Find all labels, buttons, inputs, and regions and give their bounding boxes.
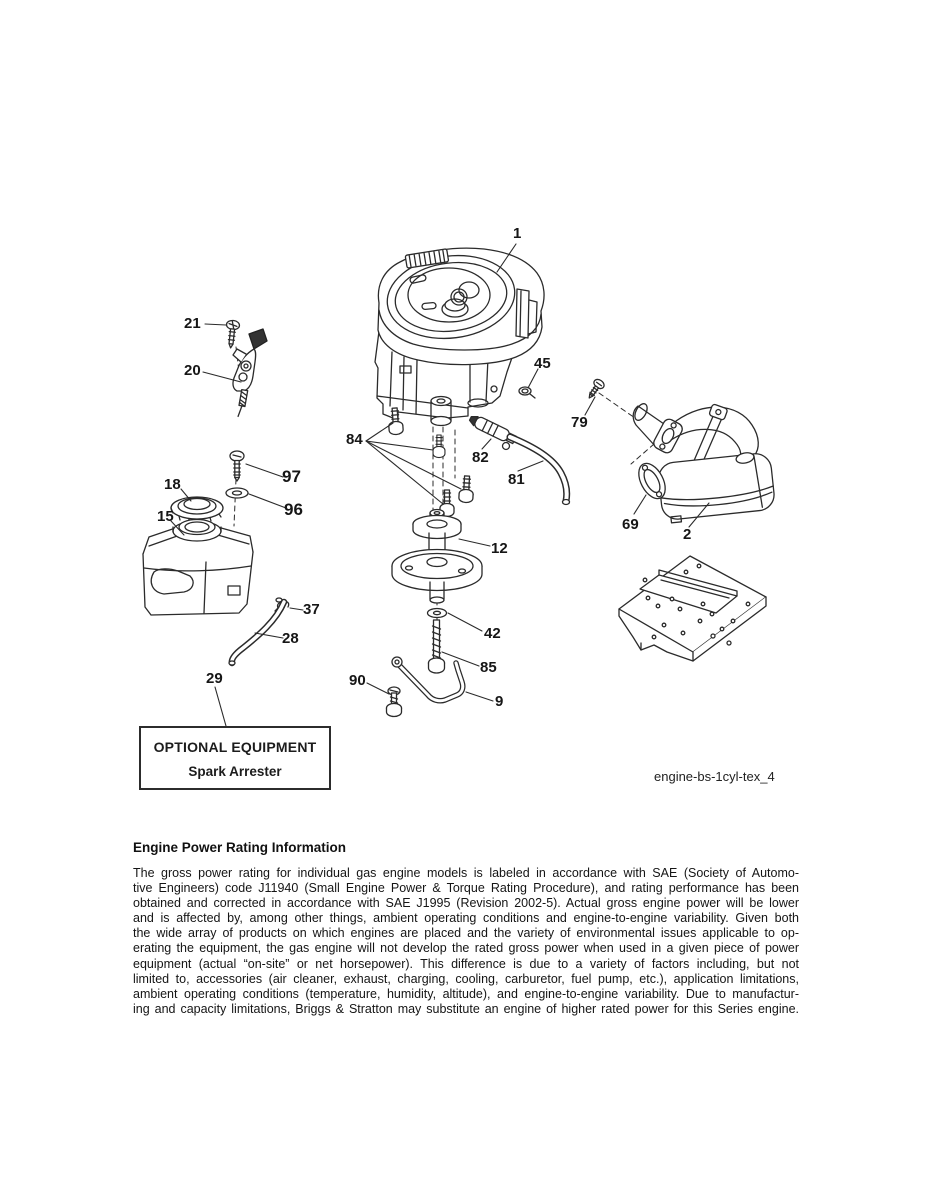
- body-line: tive Engineers) code J11940 (Small Engine Power & Torque Rating Procedure), and rating performance has been: [133, 881, 799, 896]
- callout-97: 97: [282, 467, 301, 486]
- body-line: equipment (actual “on-site” or net horsepower). This difference is due to a variety of factors including, but not: [133, 956, 799, 971]
- callout-79: 79: [571, 414, 588, 431]
- figure-caption: engine-bs-1cyl-tex_4: [654, 769, 775, 784]
- callout-85: 85: [480, 659, 497, 676]
- screw-21-drawing: [224, 320, 240, 349]
- power-rating-section: [133, 840, 799, 1017]
- body-line: The gross power rating for individual gas engine models is labeled in accordance with SAE (Society of Automo-: [133, 866, 799, 880]
- callout-96: 96: [284, 500, 303, 519]
- callout-28: 28: [282, 630, 299, 647]
- guard-rod-drawing: [392, 657, 463, 701]
- optional-equipment-box: [139, 726, 331, 790]
- tank-washer-drawing: [226, 488, 248, 498]
- tank-screw-drawing: [230, 451, 244, 481]
- optional-equipment-title: OPTIONAL EQUIPMENT: [153, 739, 317, 755]
- bolt-85-drawing: [429, 620, 445, 673]
- muffler-drawing: [632, 402, 776, 524]
- screw-90-drawing: [387, 687, 402, 717]
- callout-45: 45: [534, 355, 551, 372]
- section-body: [133, 866, 799, 1017]
- callout-21: 21: [184, 315, 201, 332]
- callout-2: 2: [683, 526, 692, 543]
- engine-housing-drawing: [378, 248, 544, 364]
- callout-84: 84: [346, 431, 363, 448]
- callout-20: 20: [184, 362, 201, 379]
- callout-82: 82: [472, 449, 489, 466]
- callout-37: 37: [303, 601, 320, 618]
- throttle-bracket-drawing: [224, 320, 267, 417]
- callout-1: 1: [513, 225, 522, 242]
- fuel-tank-drawing: [143, 520, 253, 616]
- pulley-drawing: [392, 510, 482, 604]
- body-line: and is affected by, among other things, ambient operating conditions and engine-to-engine variability. Given both: [133, 911, 799, 926]
- spring-drawing: [237, 390, 248, 418]
- filter-clip-drawing: [503, 443, 510, 450]
- washer-42-drawing: [428, 609, 447, 618]
- callout-69: 69: [622, 516, 639, 533]
- callout-9: 9: [495, 693, 504, 710]
- fuel-cap-drawing: [171, 497, 223, 523]
- body-line: limited to, accessories (air cleaner, exhaust, charging, cooling, carburetor, fuel pump, etc.), application limitations,: [133, 971, 799, 986]
- callout-15: 15: [157, 508, 174, 525]
- callout-29: 29: [206, 670, 223, 687]
- body-line: ambient operating conditions (temperature, humidity, altitude), and engine-to-engine variability. Due to manufactur-: [133, 986, 799, 1001]
- callout-90: 90: [349, 672, 366, 689]
- spark-arrester-label: Spark Arrester: [188, 764, 282, 779]
- body-line: obtained and corrected in accordance with SAE J1995 (Revision 2002-5). Actual gross engine power will be lower: [133, 896, 799, 911]
- mounting-bolts-drawing: [388, 408, 474, 517]
- body-line: the wide array of products on which engines are placed and the variety of environmental issues applicable to op-: [133, 926, 799, 941]
- callout-81: 81: [508, 471, 525, 488]
- nut-45-drawing: [519, 387, 535, 398]
- body-line: ing and capacity limitations, Briggs & Stratton may substitute an engine of higher rated power for this Series engine.: [133, 1001, 799, 1016]
- mounting-plate-drawing: [619, 556, 766, 661]
- callout-12: 12: [491, 540, 508, 557]
- section-heading: Engine Power Rating Information: [133, 840, 347, 855]
- body-line: erating the equipment, the gas engine will not develop the rated gross power when used in a given piece of power: [133, 941, 799, 956]
- callout-42: 42: [484, 625, 501, 642]
- callout-18: 18: [164, 476, 181, 493]
